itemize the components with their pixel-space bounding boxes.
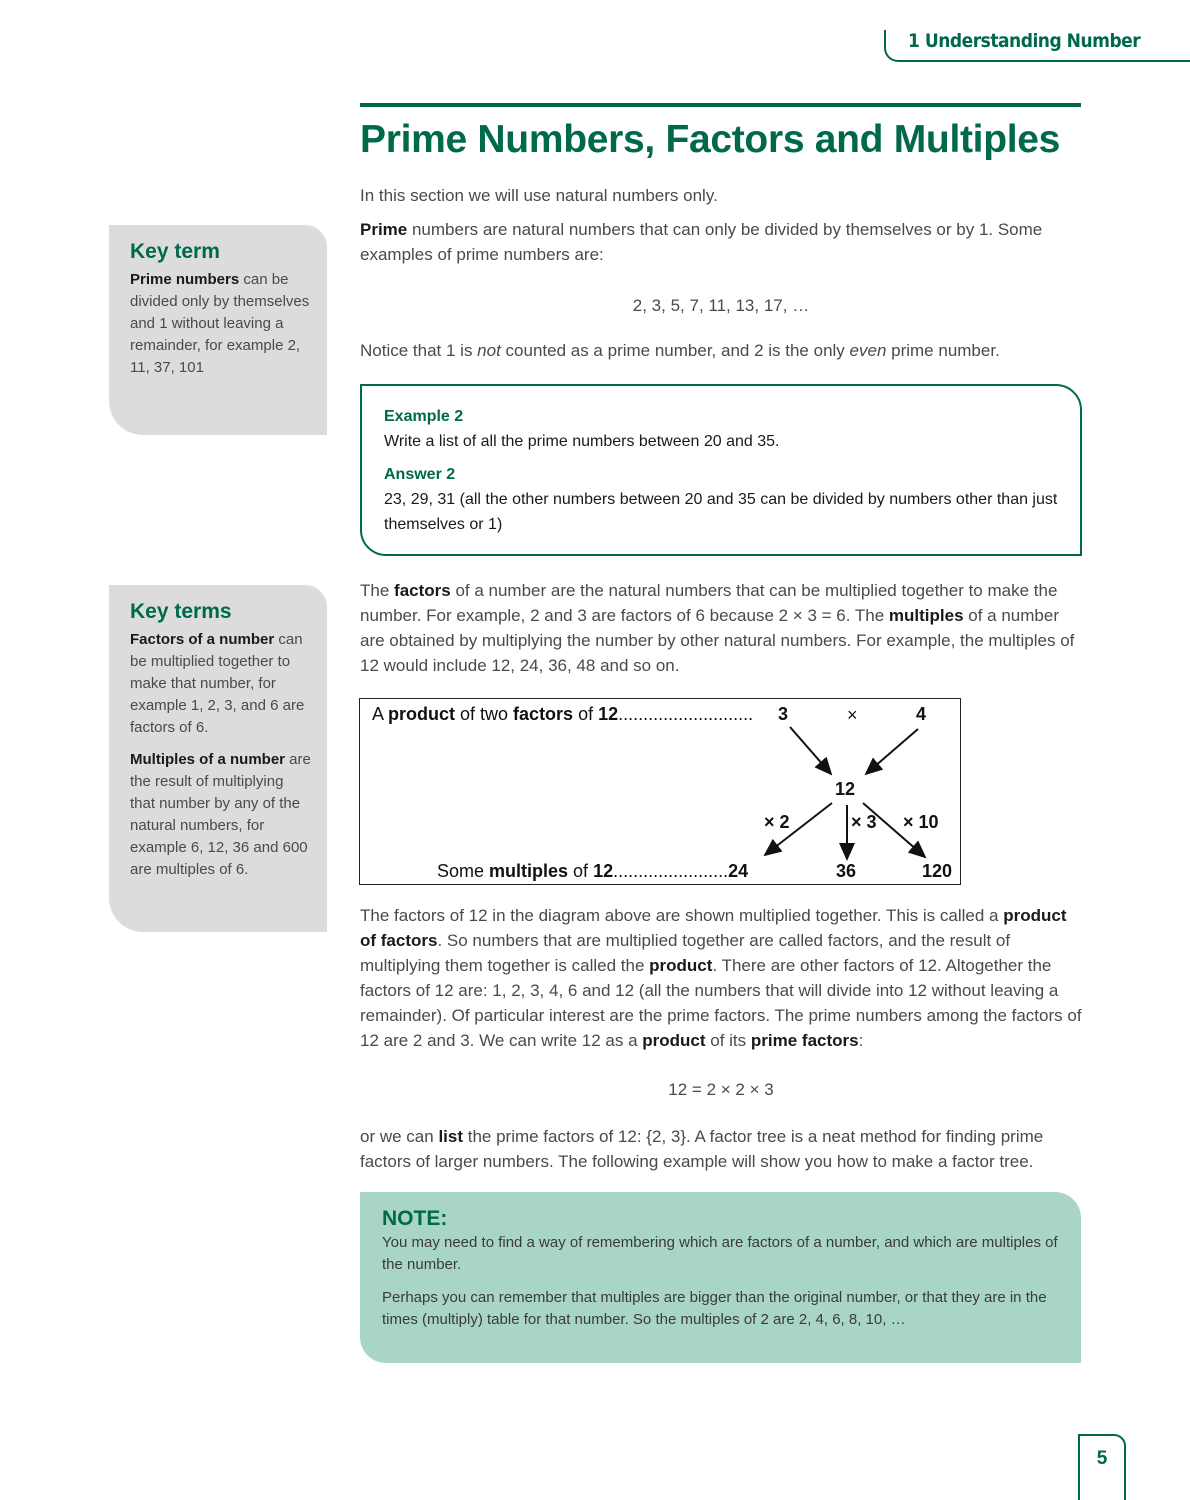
bold-term: Prime bbox=[360, 220, 408, 239]
note-text: Perhaps you can remember that multiples are bigger than the original number, or that they are in the times (multiply) table for that number. So the multiples of 2 are 2, 4, 6, 8, 10, … bbox=[382, 1289, 1047, 1328]
arrow bbox=[790, 727, 831, 774]
multiple-36: 36 bbox=[836, 861, 857, 881]
prime-paragraph bbox=[360, 217, 1082, 267]
bold-term: product of factors bbox=[360, 906, 1067, 950]
chapter-header bbox=[884, 30, 1190, 62]
text: of a number are the natural numbers that can be multiplied together to make the number. For example, 2 and 3 are factors of 6 because 2 × 3 = 6. The bbox=[360, 581, 1058, 625]
arrow bbox=[866, 729, 918, 774]
definition: can be divided only by themselves and 1 without leaving a remainder, for example 2, 11, 37, 101 bbox=[130, 271, 310, 376]
bold-term: list bbox=[438, 1127, 463, 1146]
text: prime number. bbox=[886, 341, 1000, 360]
note-heading: NOTE: bbox=[382, 1207, 448, 1230]
intro-text: In this section we will use natural numbers only. bbox=[360, 186, 718, 205]
text: of a number are obtained by multiplying the number by other natural numbers. For example, the multiples of 12 would include 12, 24, 36, 48 and so on. bbox=[360, 606, 1075, 675]
times-3: × 3 bbox=[851, 812, 877, 832]
multiple-120: 120 bbox=[922, 861, 953, 881]
definition: are the result of multiplying that number by any of the natural numbers, for example 6, 12, 36 and 600 are multiples of 6. bbox=[130, 751, 311, 878]
diagram-top-line: A product of two factors of 12........................... bbox=[372, 704, 754, 724]
key-terms-box bbox=[109, 585, 327, 932]
text: . So numbers that are multiplied together are called factors, and the result of multiplying them together is called the bbox=[360, 931, 1011, 975]
example-question: Write a list of all the prime numbers between 20 and 35. bbox=[384, 433, 780, 450]
page-number: 5 bbox=[1078, 1434, 1126, 1500]
key-term-heading: Key term bbox=[130, 240, 220, 263]
text: or we can bbox=[360, 1127, 439, 1146]
italic: not bbox=[477, 341, 501, 360]
text: Notice that 1 is bbox=[360, 341, 478, 360]
factors-multiples-diagram bbox=[359, 698, 961, 885]
key-term-multiples bbox=[130, 749, 311, 881]
list-paragraph bbox=[360, 1124, 1082, 1174]
prime-list: 2, 3, 5, 7, 11, 13, 17, … bbox=[632, 296, 810, 315]
bold-term: product bbox=[649, 956, 713, 975]
note-text: You may need to find a way of remembering which are factors of a number, and which are multiples of the number. bbox=[382, 1234, 1058, 1273]
text: : bbox=[858, 1031, 864, 1050]
key-terms-heading: Key terms bbox=[130, 600, 232, 623]
text: counted as a prime number, and 2 is the only bbox=[500, 341, 850, 360]
factor-4: 4 bbox=[916, 704, 927, 724]
notice-paragraph bbox=[360, 338, 1082, 363]
text: The bbox=[360, 581, 395, 600]
diagram-bottom-line: Some multiples of 12.......................24 bbox=[437, 861, 749, 881]
center-12: 12 bbox=[835, 779, 856, 799]
text: . There are other factors of 12. Altogether the factors of 12 are: 1, 2, 3, 4, 6 and 12 (all the numbers that will divide into 12 without leaving a remainder). Of particular interest are the prime factors. The prime numbers among the factors of 12 are 2 and 3. We can write 12 as a bbox=[360, 956, 1082, 1050]
times-10: × 10 bbox=[903, 812, 939, 832]
text: the prime factors of 12: {2, 3}. A factor tree is a neat method for finding prime factors of larger numbers. The following example will show you how to make a factor tree. bbox=[360, 1127, 1044, 1171]
factors-paragraph bbox=[360, 578, 1082, 678]
example-label: Example 2 bbox=[384, 408, 464, 425]
italic: even bbox=[849, 341, 887, 360]
definition: can be multiplied together to make that number, for example 1, 2, 3, and 6 are factors of 6. bbox=[130, 631, 305, 736]
key-term-box bbox=[109, 225, 327, 435]
example-box bbox=[360, 384, 1082, 556]
answer-label: Answer 2 bbox=[384, 466, 456, 483]
page-title: Prime Numbers, Factors and Multiples bbox=[360, 118, 1061, 161]
key-term-definition bbox=[130, 269, 311, 379]
bold-term: prime factors bbox=[750, 1031, 859, 1050]
note-box bbox=[360, 1192, 1081, 1363]
term: Prime numbers bbox=[130, 271, 240, 288]
text: of its bbox=[705, 1031, 751, 1050]
bold-term: product bbox=[642, 1031, 706, 1050]
key-term-factors bbox=[130, 629, 311, 739]
equation: 12 = 2 × 2 × 3 bbox=[668, 1080, 774, 1099]
times-sign: × bbox=[847, 705, 858, 725]
chapter-title: 1 Understanding Number bbox=[908, 30, 1141, 52]
factor-3: 3 bbox=[778, 704, 789, 724]
text: numbers are natural numbers that can only be divided by themselves or by 1. Some examples of prime numbers are: bbox=[360, 220, 1043, 264]
text: The factors of 12 in the diagram above are shown multiplied together. This is called a bbox=[360, 906, 1004, 925]
bold-term: multiples bbox=[888, 606, 964, 625]
term: Factors of a number bbox=[130, 631, 275, 648]
term: Multiples of a number bbox=[130, 751, 286, 768]
title-rule bbox=[360, 103, 1081, 107]
product-paragraph bbox=[360, 903, 1082, 1053]
bold-term: factors bbox=[394, 581, 451, 600]
example-answer: 23, 29, 31 (all the other numbers between 20 and 35 can be divided by numbers other than just themselves or 1) bbox=[384, 491, 1058, 533]
times-2: × 2 bbox=[764, 812, 790, 832]
